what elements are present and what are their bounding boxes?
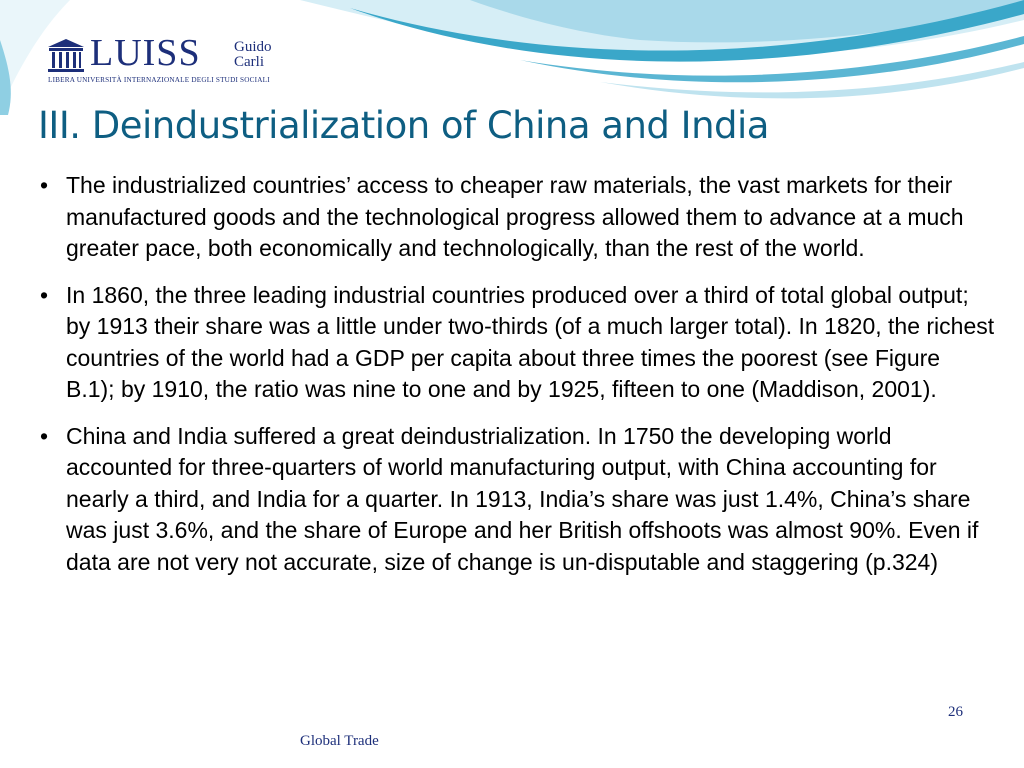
bullet-text: China and India suffered a great deindustrialization. In 1750 the developing world accounted for three-quarters of world manufacturing output, with China accounting for nearly a third, and India for a quarter. In 1913, India’s share was just 1.4%, China’s share was just 3.6%, and the share of Europe and her British offshoots was almost 90%. Even if data are not very not accurate, size of change is un-disputable and staggering (p.324) <box>66 422 979 575</box>
wave-stripe-pale <box>600 62 1024 98</box>
temple-logo-icon <box>46 38 86 74</box>
bullet-marker: • <box>40 172 49 198</box>
bullet-item <box>40 280 995 406</box>
page-number: 26 <box>948 704 963 720</box>
bullet-marker: • <box>40 281 49 308</box>
bullet-marker: • <box>40 422 49 449</box>
bullet-text: The industrialized countries’ access to cheaper raw materials, the vast markets for their manufactured goods and the technological progress allowed them to advance at a much greater pace, both economically and technologically, than the rest of the world. <box>66 172 964 261</box>
logo-subtitle: LIBERA UNIVERSITÀ INTERNAZIONALE DEGLI STUDI SOCIALI <box>48 76 270 84</box>
slide-title: III. Deindustrialization of China and India <box>38 104 769 147</box>
bullet-item <box>40 421 995 579</box>
footer-text: Global Trade <box>300 733 379 749</box>
bullet-text: In 1860, the three leading industrial countries produced over a third of total global output; by 1913 their share was a little under two-thirds (of a much larger total). In 1820, the richest countries of the world had a GDP per capita about three times the poorest (see Figure B.1); by 1910, the ratio was nine to one and by 1925, fifteen to one (Maddison, 2001). <box>66 281 995 402</box>
luiss-logo <box>44 30 284 100</box>
logo-side-line1: Guido <box>234 39 272 55</box>
bullet-item <box>40 170 995 265</box>
bullet-list <box>40 170 995 593</box>
logo-side-line2: Carli <box>234 54 264 70</box>
logo-wordmark: LUISS <box>90 32 201 74</box>
logo-side-text <box>234 40 272 70</box>
